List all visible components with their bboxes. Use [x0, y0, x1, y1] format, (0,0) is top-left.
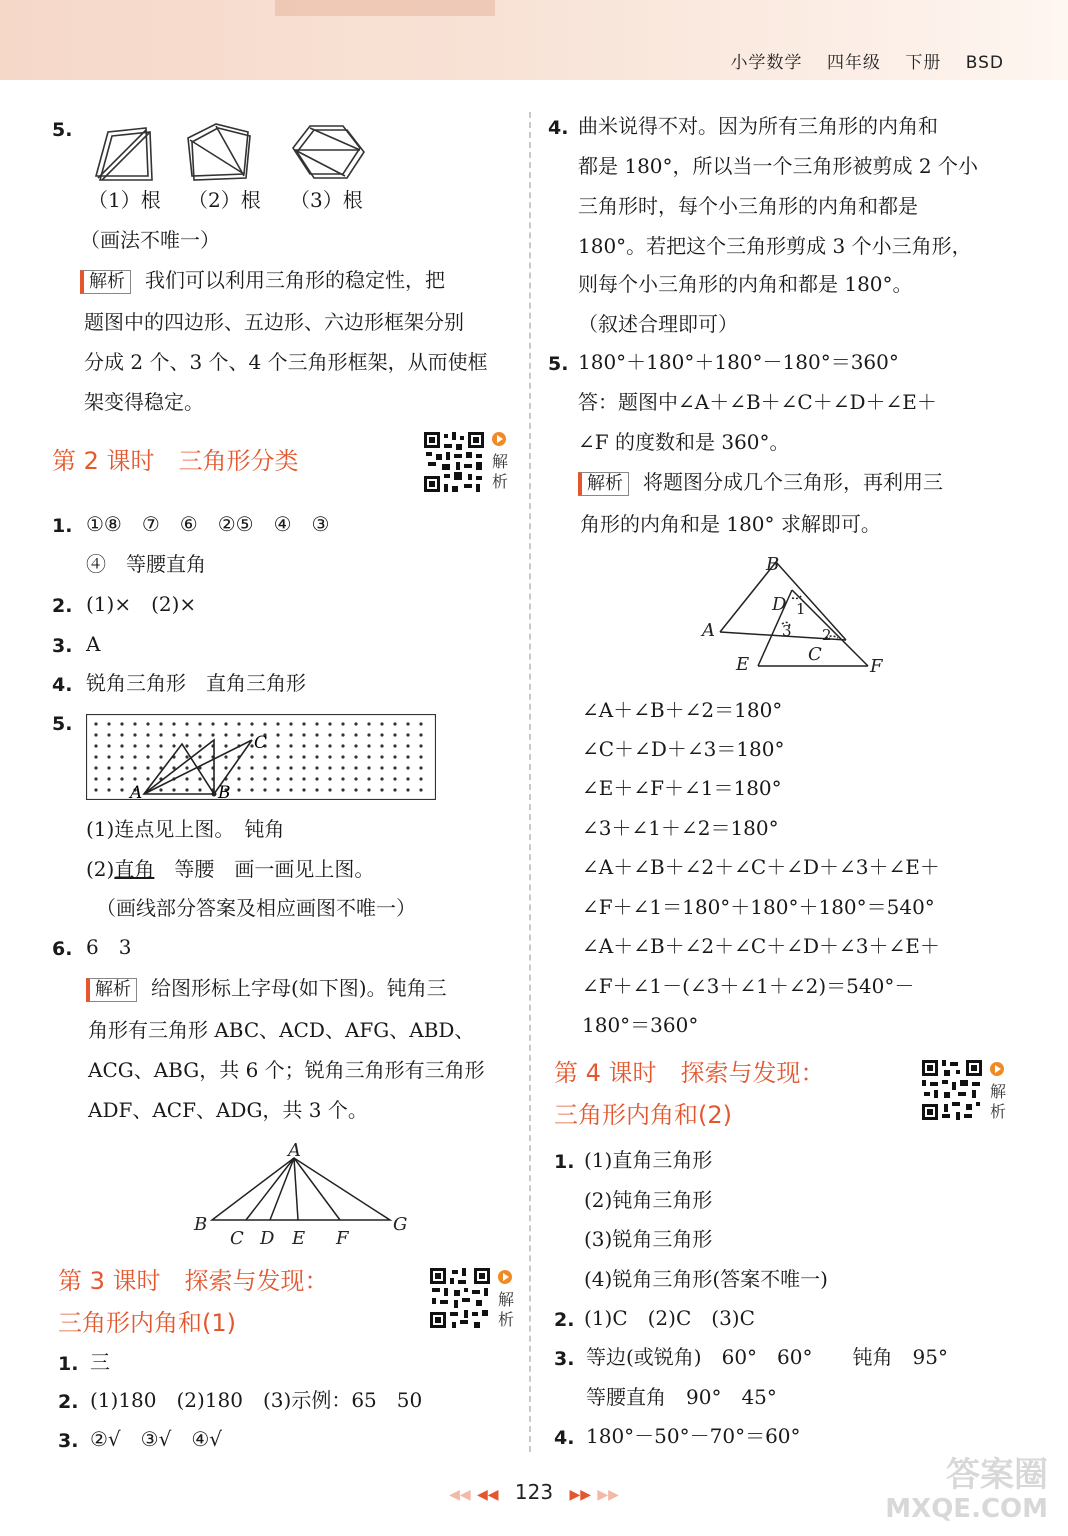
- section-subtitle: 三角形内角和(1): [58, 1309, 236, 1337]
- question-number: 5.: [52, 713, 73, 735]
- equation: ∠E＋∠F＋∠1＝180°: [582, 776, 782, 800]
- grid-dot: [406, 722, 409, 725]
- grid-dot: [419, 755, 422, 758]
- grid-dot: [94, 788, 97, 791]
- grid-dot: [276, 766, 279, 769]
- grid-dot: [237, 766, 240, 769]
- answer: A: [86, 632, 101, 656]
- qr-label: 解析: [989, 1082, 1006, 1121]
- play-icon: [492, 432, 506, 446]
- analysis-line: ACG、ABG，共 6 个；锐角三角形有三角形: [88, 1058, 485, 1082]
- answer: 锐角三角形 直角三角形: [86, 671, 306, 695]
- equation: 180°＝360°: [582, 1013, 699, 1037]
- answer: (2)钝角三角形: [584, 1188, 713, 1212]
- grid-dot: [172, 722, 175, 725]
- grid-dot: [107, 722, 110, 725]
- grid-dot: [302, 744, 305, 747]
- grid-dot: [276, 777, 279, 780]
- label-1: （1）根: [88, 188, 161, 212]
- answer-line: 三角形时，每个小三角形的内角和都是: [578, 194, 918, 218]
- grid-dot: [354, 722, 357, 725]
- grid-dot: [419, 733, 422, 736]
- grid-dot: [133, 777, 136, 780]
- question-number: 3.: [58, 1430, 79, 1452]
- question-number: 2.: [58, 1391, 79, 1413]
- grid-dot: [263, 788, 266, 791]
- header-tab-decoration: [275, 0, 495, 16]
- vertex-e-label: E: [736, 654, 750, 675]
- grid-dot: [146, 744, 149, 747]
- grid-dot: [367, 755, 370, 758]
- grid-dot: [302, 766, 305, 769]
- question-number: 2.: [554, 1309, 575, 1331]
- hexagon-frame: [293, 126, 364, 178]
- grid-dot: [393, 722, 396, 725]
- equation: ∠A＋∠B＋∠2＝180°: [582, 698, 783, 722]
- grid-dot: [133, 755, 136, 758]
- grid-dot: [120, 755, 123, 758]
- section-title: 第 3 课时 探索与发现：: [58, 1267, 329, 1295]
- page-number: 123: [514, 1480, 554, 1504]
- equation: ∠F＋∠1－(∠3＋∠1＋∠2)＝540°－: [582, 974, 915, 998]
- grid-dot: [107, 777, 110, 780]
- grid-dot: [367, 744, 370, 747]
- header-subject: 小学数学: [730, 53, 803, 73]
- grid-dot: [133, 766, 136, 769]
- grid-dot: [276, 744, 279, 747]
- equation: ∠A＋∠B＋∠2＋∠C＋∠D＋∠3＋∠E＋: [582, 855, 940, 879]
- grid-dot: [185, 733, 188, 736]
- grid-dot: [185, 755, 188, 758]
- equation: ∠C＋∠D＋∠3＝180°: [582, 737, 785, 761]
- grid-dot: [211, 733, 214, 736]
- qr-label: 解析: [491, 452, 508, 491]
- grid-dot: [328, 744, 331, 747]
- grid-dot: [354, 766, 357, 769]
- grid-dot: [341, 755, 344, 758]
- analysis-line: 角形的内角和是 180° 求解即可。: [580, 512, 881, 536]
- grid-dot: [94, 744, 97, 747]
- grid-dot: [211, 722, 214, 725]
- grid-dot: [406, 744, 409, 747]
- vertex-c-label: C: [808, 644, 822, 665]
- grid-dot: [276, 788, 279, 791]
- quadrilateral-frame: [96, 128, 152, 180]
- grid-dot: [120, 788, 123, 791]
- answer: 6 3: [86, 935, 132, 959]
- answer: 等边(或锐角) 60° 60° 钝角 95°: [586, 1345, 948, 1369]
- grid-dot: [328, 755, 331, 758]
- grid-dot: [276, 733, 279, 736]
- grid-dot: [224, 744, 227, 747]
- play-icon: [498, 1270, 512, 1284]
- section-title: 第 2 课时 三角形分类: [52, 447, 299, 475]
- grid-dot: [328, 788, 331, 791]
- point-c-label: C: [254, 733, 268, 753]
- grid-dot: [276, 755, 279, 758]
- watermark: [885, 1455, 1048, 1526]
- vertex-b-label: B: [194, 1214, 208, 1235]
- stick-frame-figures: [88, 118, 398, 188]
- grid-dot: [107, 755, 110, 758]
- grid-dot: [302, 733, 305, 736]
- grid-dot: [315, 777, 318, 780]
- header-term: 下册: [905, 53, 942, 73]
- vertex-g-label: G: [393, 1214, 408, 1235]
- column-divider: [529, 112, 531, 1452]
- answer-line: 答：题图中∠A＋∠B＋∠C＋∠D＋∠E＋: [578, 390, 937, 414]
- grid-dot: [302, 777, 305, 780]
- grid-dot: [159, 722, 162, 725]
- grid-dot: [367, 733, 370, 736]
- grid-dot: [185, 722, 188, 725]
- grid-dot: [263, 722, 266, 725]
- equation: ∠3＋∠1＋∠2＝180°: [582, 816, 779, 840]
- answer: (3)锐角三角形: [584, 1227, 713, 1251]
- watermark-line2: MXQE.COM: [885, 1494, 1048, 1524]
- grid-dot: [289, 766, 292, 769]
- grid-dot: [406, 777, 409, 780]
- grid-dot: [393, 755, 396, 758]
- question-number: 1.: [554, 1151, 575, 1173]
- analysis-tag: 解析: [80, 270, 131, 294]
- grid-dot: [250, 777, 253, 780]
- grid-dot: [367, 722, 370, 725]
- grid-dot: [406, 755, 409, 758]
- next-dim-icon: ▶▶: [597, 1487, 619, 1503]
- grid-dot: [237, 733, 240, 736]
- question-number: 4.: [554, 1427, 575, 1449]
- grid-dot: [250, 755, 253, 758]
- equation: ∠F＋∠1＝180°＋180°＋180°＝540°: [582, 895, 935, 919]
- grid-dot: [367, 777, 370, 780]
- grid-dot: [120, 766, 123, 769]
- qr-label: 解析: [497, 1290, 514, 1329]
- grid-dot: [198, 744, 201, 747]
- grid-dot: [393, 766, 396, 769]
- grid-dot: [120, 733, 123, 736]
- grid-dot: [406, 788, 409, 791]
- grid-dot: [328, 777, 331, 780]
- grid-dot: [380, 788, 383, 791]
- answer-line: 180°。若把这个三角形剪成 3 个小三角形，: [578, 234, 972, 258]
- answer-line: 都是 180°，所以当一个三角形被剪成 2 个小: [578, 154, 978, 178]
- grid-dot: [172, 788, 175, 791]
- vertex-b-label: B: [766, 554, 780, 575]
- grid-dot: [341, 744, 344, 747]
- underlined-answer: 直角: [114, 857, 155, 881]
- grid-dot: [289, 755, 292, 758]
- analysis-line: 角形有三角形 ABC、ACD、AFG、ABD、: [88, 1018, 475, 1042]
- section-subtitle: 三角形内角和(2): [554, 1101, 732, 1129]
- question-number: 3.: [52, 635, 73, 657]
- answer: ①⑧ ⑦ ⑥ ②⑤ ④ ③: [86, 512, 330, 536]
- point-a-label: A: [130, 783, 143, 800]
- grid-dot: [367, 788, 370, 791]
- book-header: [713, 48, 1004, 73]
- grid-dot: [146, 755, 149, 758]
- grid-dot: [328, 722, 331, 725]
- grid-dot: [133, 733, 136, 736]
- header-edition: BSD: [965, 53, 1004, 73]
- note: （画法不唯一）: [80, 228, 220, 252]
- analysis-tag: 解析: [86, 978, 137, 1002]
- grid-dot: [224, 755, 227, 758]
- grid-dot: [159, 744, 162, 747]
- grid-dot: [94, 755, 97, 758]
- grid-dot: [380, 733, 383, 736]
- grid-dot: [380, 777, 383, 780]
- grid-dot: [159, 733, 162, 736]
- grid-dot: [120, 777, 123, 780]
- grid-dot: [341, 722, 344, 725]
- grid-dot: [237, 777, 240, 780]
- qr-code-icon[interactable]: [422, 430, 486, 494]
- prev-dim-icon: ◀◀: [449, 1487, 471, 1503]
- angle-1-label: 1: [796, 600, 806, 618]
- grid-dot: [393, 777, 396, 780]
- grid-dot: [341, 766, 344, 769]
- answer-line: 则每个小三角形的内角和都是 180°。: [578, 272, 913, 296]
- grid-dot: [315, 766, 318, 769]
- question-number: 1.: [52, 515, 73, 537]
- section-title: 第 4 课时 探索与发现：: [554, 1059, 825, 1087]
- grid-dot: [107, 733, 110, 736]
- vertex-f-label: F: [870, 656, 883, 677]
- answer: (4)锐角三角形(答案不唯一): [584, 1267, 828, 1291]
- grid-dot: [224, 722, 227, 725]
- answer-line: 曲米说得不对。因为所有三角形的内角和: [578, 114, 938, 138]
- angle-3-label: 3: [782, 622, 792, 640]
- fan-triangle-figure: [190, 1138, 420, 1250]
- vertex-c-label: C: [230, 1228, 244, 1249]
- grid-dot: [224, 733, 227, 736]
- grid-dot: [94, 733, 97, 736]
- answer: 三: [90, 1350, 110, 1374]
- analysis-line: 分成 2 个、3 个、4 个三角形框架，从而使框: [84, 350, 488, 374]
- grid-dot: [380, 744, 383, 747]
- grid-dot: [198, 722, 201, 725]
- answer-note: （画线部分答案及相应画图不唯一）: [96, 896, 416, 920]
- grid-dot: [406, 733, 409, 736]
- grid-dot: [172, 733, 175, 736]
- question-number: 4.: [548, 117, 569, 139]
- grid-dot: [185, 788, 188, 791]
- grid-dot: [94, 766, 97, 769]
- grid-dot: [419, 788, 422, 791]
- grid-dot: [393, 744, 396, 747]
- grid-dot: [302, 722, 305, 725]
- grid-dot: [159, 788, 162, 791]
- vertex-a-label: A: [702, 620, 715, 641]
- grid-dot: [393, 788, 396, 791]
- grid-dot: [354, 788, 357, 791]
- label-2: （2）根: [188, 188, 261, 212]
- grid-dot: [315, 722, 318, 725]
- next-page-icon[interactable]: ▶▶: [569, 1487, 591, 1503]
- question-number: 2.: [52, 595, 73, 617]
- question-number: 5.: [52, 119, 73, 141]
- grid-dot: [263, 777, 266, 780]
- grid-dot: [289, 777, 292, 780]
- grid-dot: [289, 788, 292, 791]
- grid-dot: [185, 777, 188, 780]
- equation: ∠A＋∠B＋∠2＋∠C＋∠D＋∠3＋∠E＋: [582, 934, 940, 958]
- grid-dot: [198, 755, 201, 758]
- answer: (1)直角三角形: [584, 1148, 713, 1172]
- analysis-tag: 解析: [578, 472, 629, 496]
- grid-dot: [341, 733, 344, 736]
- pentagon-frame: [188, 124, 250, 180]
- question-number: 4.: [52, 674, 73, 696]
- vertex-d-label: D: [772, 594, 787, 615]
- prev-page-icon[interactable]: ◀◀: [477, 1487, 499, 1503]
- header-grade: 四年级: [826, 53, 881, 73]
- qr-code-icon[interactable]: [920, 1058, 984, 1122]
- question-number: 5.: [548, 353, 569, 375]
- analysis-line: 解析 将题图分成几个三角形，再利用三: [578, 470, 943, 496]
- vertex-d-label: D: [260, 1228, 275, 1249]
- grid-dot: [341, 788, 344, 791]
- grid-dot: [315, 733, 318, 736]
- analysis-line: ADF、ACF、ADG，共 3 个。: [88, 1098, 368, 1122]
- vertex-e-label: E: [292, 1228, 306, 1249]
- answer: ②√ ③√ ④√: [90, 1427, 223, 1451]
- grid-dot: [276, 722, 279, 725]
- grid-dot: [419, 766, 422, 769]
- grid-dot: [315, 755, 318, 758]
- grid-dot: [185, 766, 188, 769]
- analysis-line: 题图中的四边形、五边形、六边形框架分别: [84, 310, 464, 334]
- grid-dot: [107, 766, 110, 769]
- grid-dot: [94, 722, 97, 725]
- grid-dot: [354, 755, 357, 758]
- question-number: 3.: [554, 1348, 575, 1370]
- grid-dot: [133, 722, 136, 725]
- play-icon: [990, 1062, 1004, 1076]
- label-3: （3）根: [290, 188, 363, 212]
- point-b-label: B: [218, 783, 231, 800]
- grid-dot: [289, 744, 292, 747]
- grid-dot: [419, 777, 422, 780]
- grid-dot: [419, 744, 422, 747]
- question-number: 6.: [52, 938, 73, 960]
- grid-dot: [289, 733, 292, 736]
- grid-dot: [146, 766, 149, 769]
- grid-dot: [380, 722, 383, 725]
- dot-grid-figure: [86, 714, 436, 800]
- grid-dot: [302, 755, 305, 758]
- answer: (1)× (2)×: [86, 592, 197, 616]
- watermark-line1: 答案圈: [946, 1455, 1048, 1495]
- qr-code-icon[interactable]: [428, 1266, 492, 1330]
- angle-2-label: 2: [822, 626, 832, 644]
- grid-dot: [107, 788, 110, 791]
- grid-dot: [328, 766, 331, 769]
- answer-note: （叙述合理即可）: [578, 312, 738, 336]
- grid-dot: [263, 755, 266, 758]
- grid-dot: [250, 722, 253, 725]
- grid-dot: [263, 766, 266, 769]
- grid-dot: [237, 788, 240, 791]
- grid-dot: [354, 744, 357, 747]
- grid-dot: [107, 744, 110, 747]
- grid-dot: [250, 766, 253, 769]
- grid-dot: [354, 777, 357, 780]
- answer: (1)连点见上图。 钝角: [86, 817, 285, 841]
- grid-dot: [341, 777, 344, 780]
- answer: (1)C (2)C (3)C: [584, 1306, 755, 1330]
- grid-dot: [120, 722, 123, 725]
- grid-dot: [250, 788, 253, 791]
- answer-line: ∠F 的度数和是 360°。: [578, 430, 790, 454]
- grid-dot: [133, 744, 136, 747]
- grid-dot: [315, 744, 318, 747]
- analysis-line: 解析 我们可以利用三角形的稳定性，把: [80, 268, 445, 294]
- grid-dot: [367, 766, 370, 769]
- grid-dot: [419, 722, 422, 725]
- grid-dot: [354, 733, 357, 736]
- answer-line: (2)直角 等腰 画一画见上图。: [86, 857, 375, 881]
- question-number: 1.: [58, 1353, 79, 1375]
- grid-dot: [380, 755, 383, 758]
- grid-dot: [237, 722, 240, 725]
- grid-dot: [289, 722, 292, 725]
- answer-line: 180°＋180°＋180°－180°＝360°: [578, 350, 899, 374]
- analysis-line: 架变得稳定。: [84, 390, 204, 414]
- vertex-f-label: F: [336, 1228, 349, 1249]
- answer: 等腰直角 90° 45°: [586, 1385, 777, 1409]
- grid-dot: [146, 733, 149, 736]
- grid-dot: [198, 777, 201, 780]
- vertex-a-label: A: [288, 1140, 301, 1161]
- grid-dot: [406, 766, 409, 769]
- answer: ④ 等腰直角: [86, 552, 206, 576]
- analysis-line: 解析 给图形标上字母(如下图)。钝角三: [86, 976, 447, 1002]
- grid-dot: [315, 788, 318, 791]
- grid-dot: [393, 733, 396, 736]
- grid-dot: [380, 766, 383, 769]
- grid-dot: [120, 744, 123, 747]
- grid-dot: [94, 777, 97, 780]
- grid-dot: [224, 766, 227, 769]
- grid-dot: [146, 777, 149, 780]
- grid-dot: [146, 722, 149, 725]
- grid-dot: [185, 744, 188, 747]
- answer: (1)180 (2)180 (3)示例：65 50: [90, 1388, 423, 1412]
- grid-dot: [159, 755, 162, 758]
- answer: 180°－50°－70°＝60°: [586, 1424, 801, 1448]
- grid-dot: [172, 744, 175, 747]
- star-triangle-figure: [696, 552, 896, 678]
- grid-dot: [328, 733, 331, 736]
- grid-dot: [198, 788, 201, 791]
- grid-dot: [198, 733, 201, 736]
- grid-dot: [302, 788, 305, 791]
